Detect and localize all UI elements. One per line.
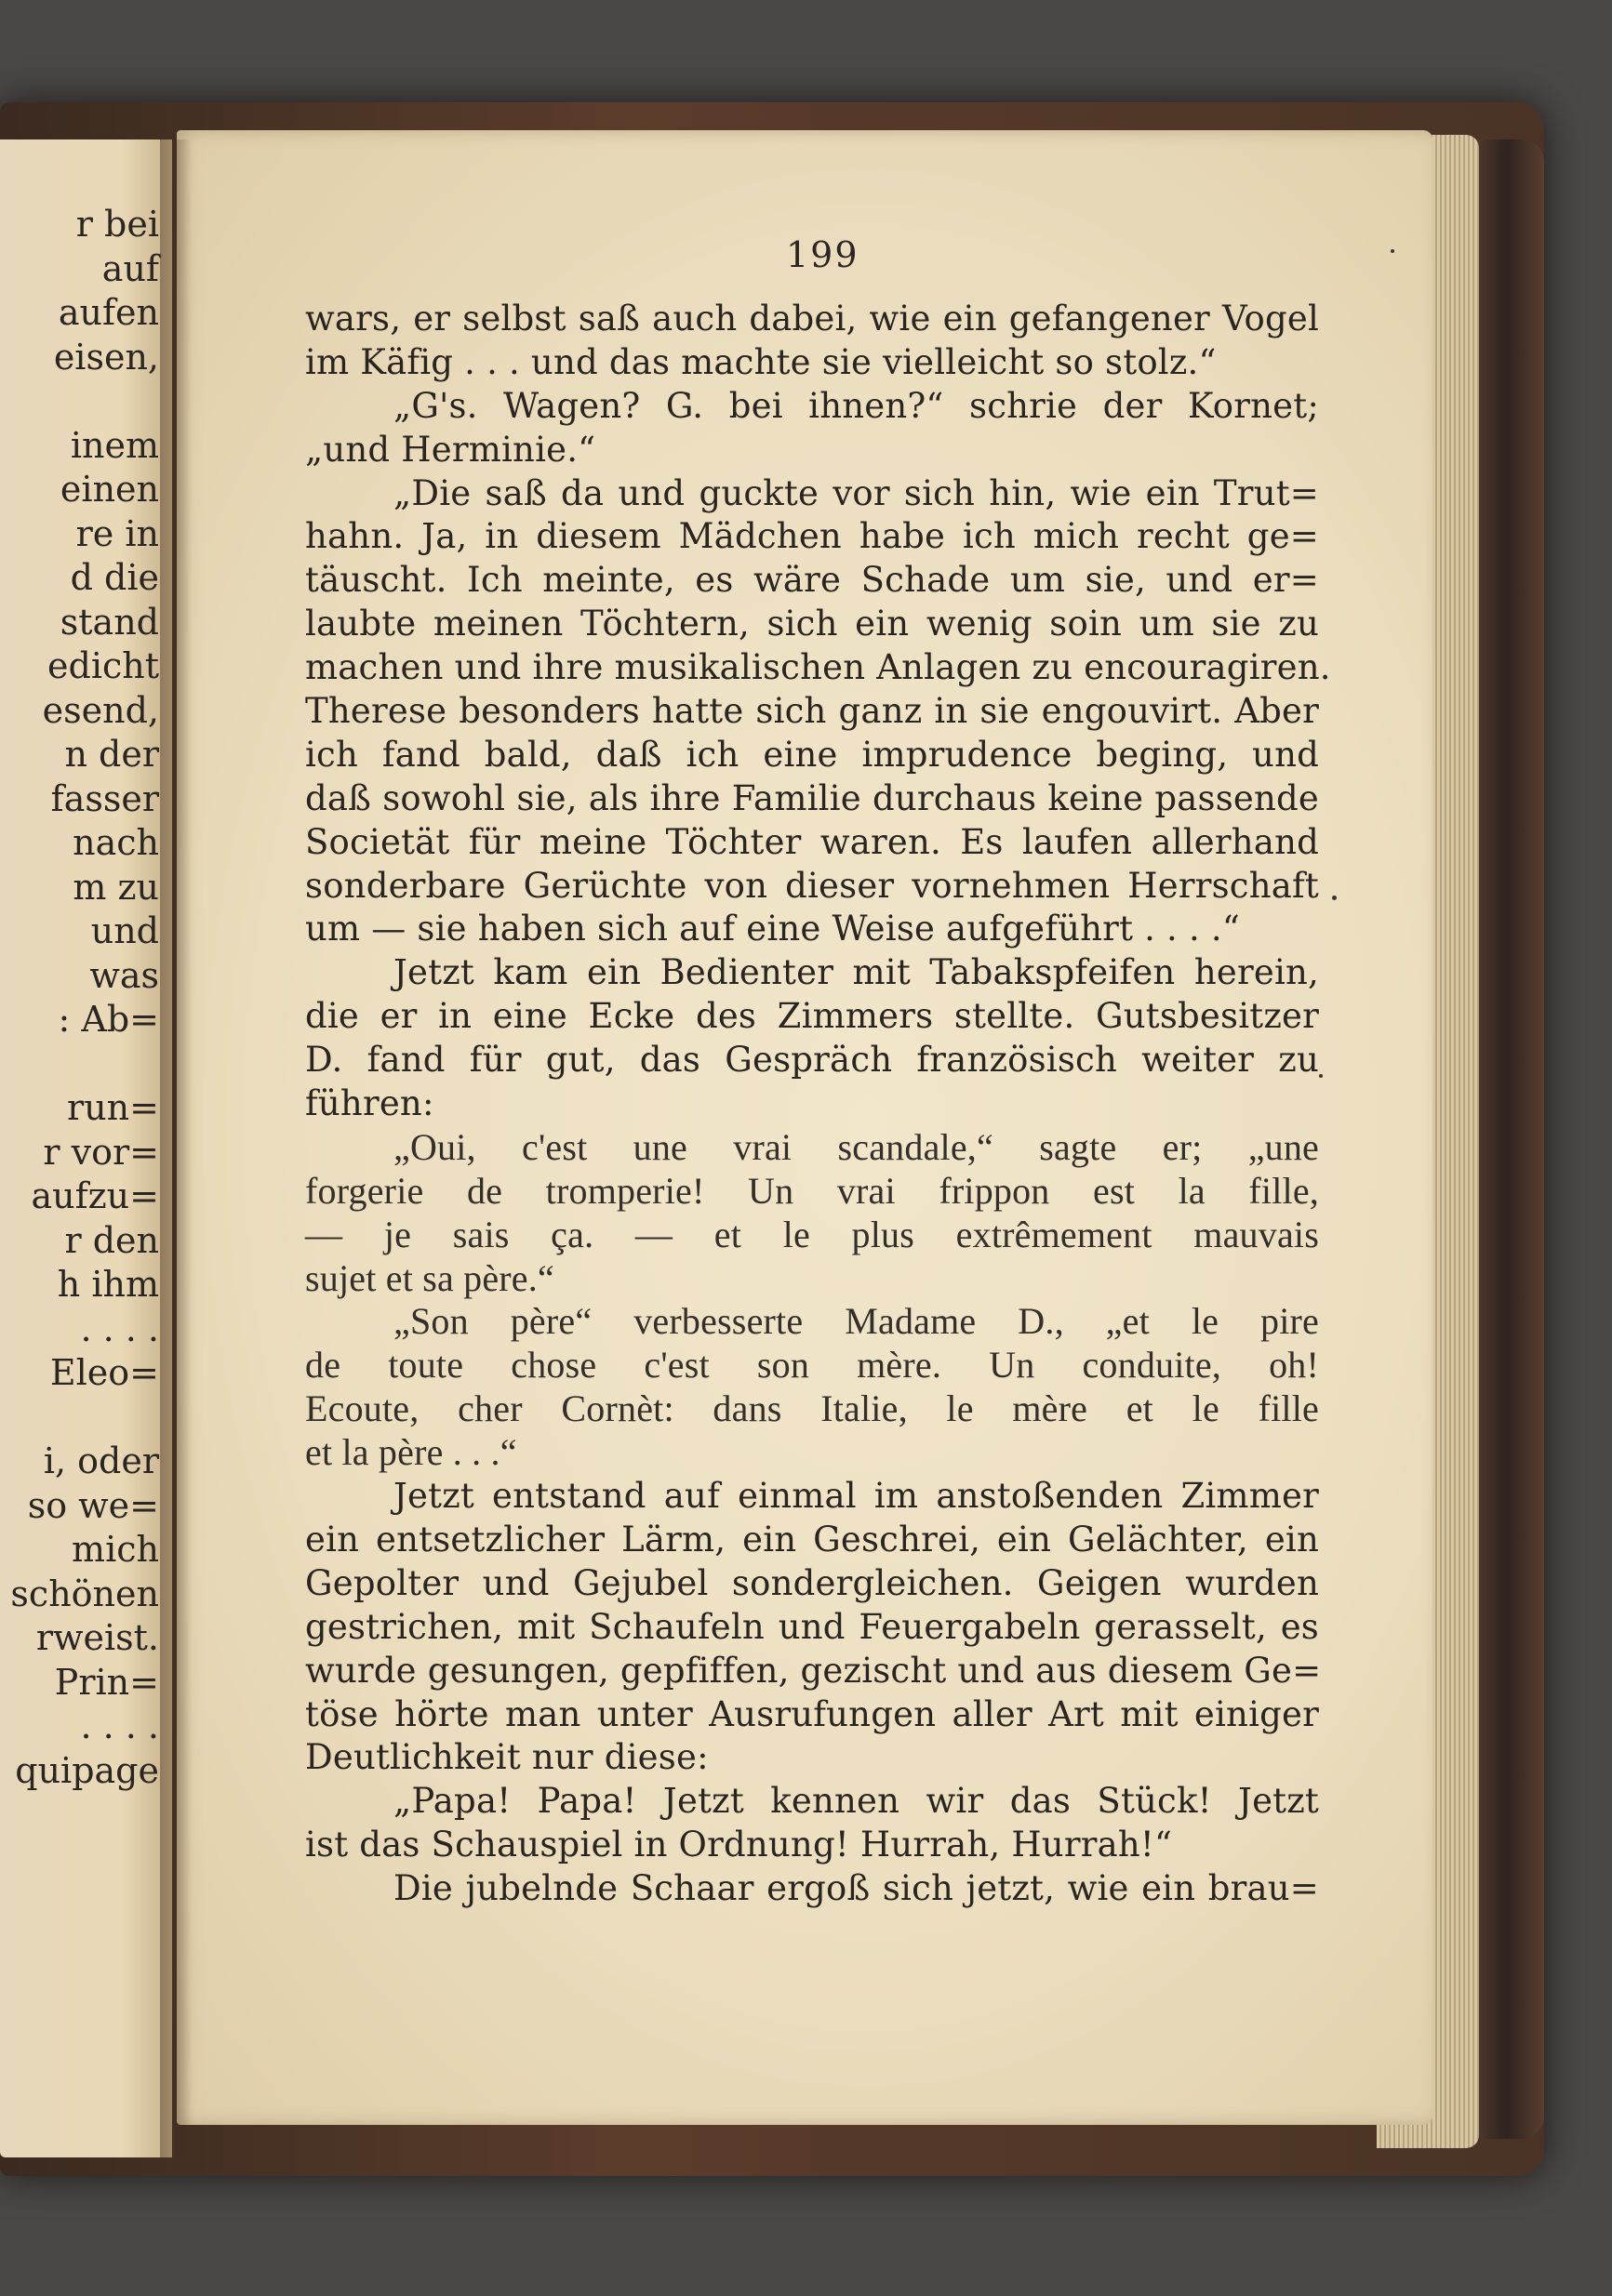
left-page-line: m zu — [73, 866, 159, 908]
text-line: im Käfig . . . und das machte sie vielleicht so stolz.“ — [305, 341, 1217, 382]
left-page-line: esend, — [42, 689, 159, 731]
left-page-line: Eleo= — [49, 1352, 159, 1393]
left-page-line: einen — [60, 469, 159, 510]
text-line: forgerie de tromperie! Un vrai frippon est la fille, — [305, 1169, 1319, 1212]
left-page-line: r den — [64, 1219, 159, 1261]
text-line: laubte meinen Töchtern, sich ein wenig soin um sie zu — [305, 604, 1319, 644]
text-line: „Son père“ verbesserte Madame D., „et le pire — [393, 1300, 1319, 1343]
left-page-line: n der — [64, 734, 159, 775]
left-page-line: mich — [72, 1529, 159, 1570]
page-text-block — [305, 298, 1331, 1911]
left-facing-page — [0, 139, 172, 2157]
text-line: „Die saß da und guckte vor sich hin, wie ein Trut= — [393, 472, 1319, 513]
text-line: Die jubelnde Schaar ergoß sich jetzt, wie ein brau= — [393, 1868, 1319, 1909]
left-page-line: nach — [73, 822, 159, 863]
text-line: gestrichen, mit Schaufeln und Feuergabeln gerasselt, es — [305, 1606, 1319, 1647]
left-page-line: was — [89, 954, 159, 996]
left-page-line: run= — [67, 1087, 159, 1128]
paper-speck — [1319, 1074, 1323, 1078]
left-page-line: aufen — [58, 292, 159, 333]
book-gutter — [160, 139, 192, 2157]
text-line: — je sais ça. — et le plus extrêmement mauvais — [305, 1213, 1319, 1255]
paper-speck — [1332, 896, 1337, 900]
left-page-line: inem — [70, 424, 159, 466]
left-page-line: d die — [70, 557, 159, 598]
left-page-line: quipage — [15, 1749, 159, 1791]
left-page-line: Prin= — [54, 1661, 159, 1703]
text-line: de toute chose c'est son mère. Un conduite, oh! — [305, 1344, 1319, 1387]
left-page-line: i, oder — [43, 1440, 159, 1481]
text-line: Ecoute, cher Cornèt: dans Italie, le mère et le fille — [305, 1387, 1319, 1430]
left-page-line: edicht — [47, 645, 159, 686]
left-page-line: r vor= — [43, 1131, 159, 1173]
text-line: Deutlichkeit nur diese: — [305, 1737, 709, 1778]
left-page-line: schönen — [10, 1573, 159, 1614]
text-line: „Papa! Papa! Jetzt kennen wir das Stück! Jetzt — [393, 1781, 1319, 1822]
text-line: ist das Schauspiel in Ordnung! Hurrah, Hurrah!“ — [305, 1825, 1173, 1865]
left-page-line: und — [90, 910, 159, 951]
text-line: D. fand für gut, das Gespräch französisch weiter zu — [305, 1040, 1319, 1081]
left-page-line: h ihm — [57, 1264, 159, 1305]
text-line: ich fand bald, daß ich eine imprudence beging, und — [305, 734, 1319, 775]
text-line: hahn. Ja, in diesem Mädchen habe ich mich recht ge= — [305, 516, 1319, 557]
text-line: Gepolter und Gejubel sondergleichen. Geigen wurden — [305, 1562, 1319, 1603]
text-line: ein entsetzlicher Lärm, ein Geschrei, ein Gelächter, ein — [305, 1519, 1319, 1559]
text-line: daß sowohl sie, als ihre Familie durchaus keine passende — [305, 777, 1319, 818]
text-line: „Oui, c'est une vrai scandale,“ sagte er; „une — [393, 1125, 1319, 1168]
text-line: führen: — [305, 1083, 434, 1124]
paper-speck — [1391, 249, 1394, 253]
text-line: „und Herminie.“ — [305, 429, 596, 470]
text-line: wurde gesungen, gepfiffen, gezischt und aus diesem Ge= — [305, 1650, 1322, 1691]
text-line: Jetzt entstand auf einmal im anstoßenden Zimmer — [393, 1476, 1319, 1517]
text-line: Societät für meine Töchter waren. Es laufen allerhand — [305, 821, 1319, 862]
left-page-line: r bei — [75, 204, 159, 245]
left-page-line: . . . . — [80, 1307, 159, 1349]
text-line: sujet et sa père.“ — [305, 1256, 554, 1299]
text-line: „G's. Wagen? G. bei ihnen?“ schrie der Kornet; — [393, 385, 1319, 426]
text-line: machen und ihre musikalischen Anlagen zu encouragiren. — [305, 647, 1331, 688]
left-page-line: fasser — [50, 777, 159, 819]
text-line: um — sie haben sich auf eine Weise aufgeführt . . . .“ — [305, 909, 1240, 949]
text-line: Therese besonders hatte sich ganz in sie engouvirt. Aber — [305, 691, 1319, 732]
text-line: et la père . . .“ — [305, 1431, 517, 1474]
left-page-line: rweist. — [35, 1617, 159, 1658]
text-line: sonderbare Gerüchte von dieser vornehmen Herrschaft — [305, 865, 1319, 906]
text-line: töse hörte man unter Ausrufungen aller Art mit einiger — [305, 1693, 1319, 1734]
left-page-line: so we= — [27, 1484, 159, 1526]
page-number: 199 — [786, 234, 859, 275]
text-line: täuscht. Ich meinte, es wäre Schade um sie, und er= — [305, 560, 1319, 601]
left-page-line: re in — [75, 512, 159, 554]
left-page-line: : Ab= — [58, 999, 159, 1040]
left-page-line: . . . . — [80, 1705, 159, 1746]
text-line: wars, er selbst saß auch dabei, wie ein gefangener Vogel — [305, 299, 1319, 338]
text-line: die er in eine Ecke des Zimmers stellte. Gutsbesitzer — [305, 996, 1319, 1037]
text-line: Jetzt kam ein Bedienter mit Tabakspfeifen herein, — [393, 952, 1319, 993]
left-page-line: auf — [101, 247, 159, 289]
left-page-line: aufzu= — [31, 1175, 159, 1216]
left-page-line: eisen, — [53, 336, 159, 378]
left-page-line: stand — [60, 601, 159, 643]
